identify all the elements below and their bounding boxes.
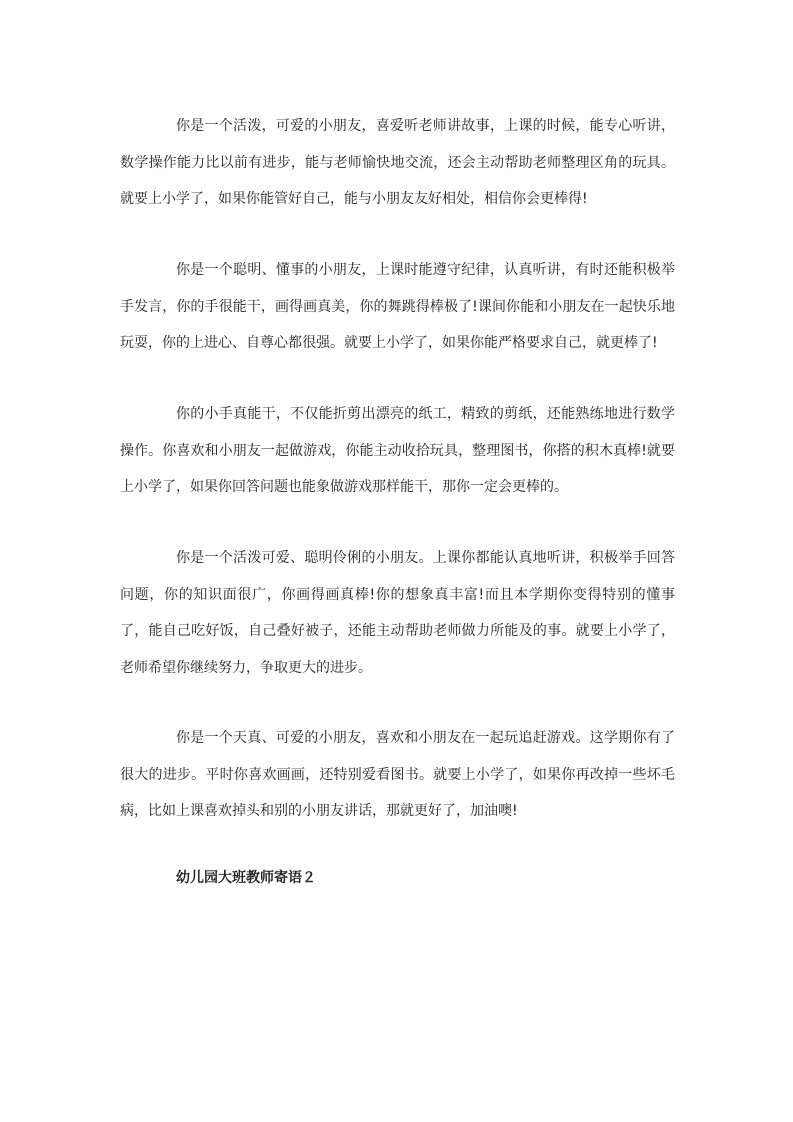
paragraph-4: 你是一个活泼可爱、聪明伶俐的小朋友。上课你都能认真地听讲，积极举手回答问题，你的知识面很广，你画得画真棒!你的想象真丰富!而且本学期你变得特别的懂事了，能自己吃好饭，自己叠好被子，还能主动帮助老师做力所能及的事。就要上小学了，老师希望你继续努力，争取更大的进步。 [120,550,675,676]
paragraph-3: 你的小手真能干，不仅能折剪出漂亮的纸工，精致的剪纸，还能熟练地进行数学操作。你喜欢和小朋友一起做游戏，你能主动收拾玩具，整理图书，你搭的积木真棒!就要上小学了，如果你回答问题也能象做游戏那样能干，那你一定会更棒的。 [120,406,675,495]
section-heading: 幼儿园大班教师寄语２ [176,870,316,886]
paragraph-2: 你是一个聪明、懂事的小朋友，上课时能遵守纪律，认真听讲，有时还能积极举手发言，你的手很能干，画得画真美，你的舞跳得棒极了!课间你能和小朋友在一起快乐地玩耍，你的上进心、自尊心都很强。就要上小学了，如果你能严格要求自己，就更棒了! [120,262,675,351]
paragraph-1: 你是一个活泼，可爱的小朋友，喜爱听老师讲故事，上课的时候，能专心听讲，数学操作能力比以前有进步，能与老师愉快地交流，还会主动帮助老师整理区角的玩具。就要上小学了，如果你能管好自己，能与小朋友友好相处，相信你会更棒得! [120,118,675,207]
paragraph-5: 你是一个天真、可爱的小朋友，喜欢和小朋友在一起玩追赶游戏。这学期你有了很大的进步。平时你喜欢画画，还特别爱看图书。就要上小学了，如果你再改掉一些坏毛病，比如上课喜欢掉头和别的小朋友讲话，那就更好了，加油噢! [120,730,675,819]
